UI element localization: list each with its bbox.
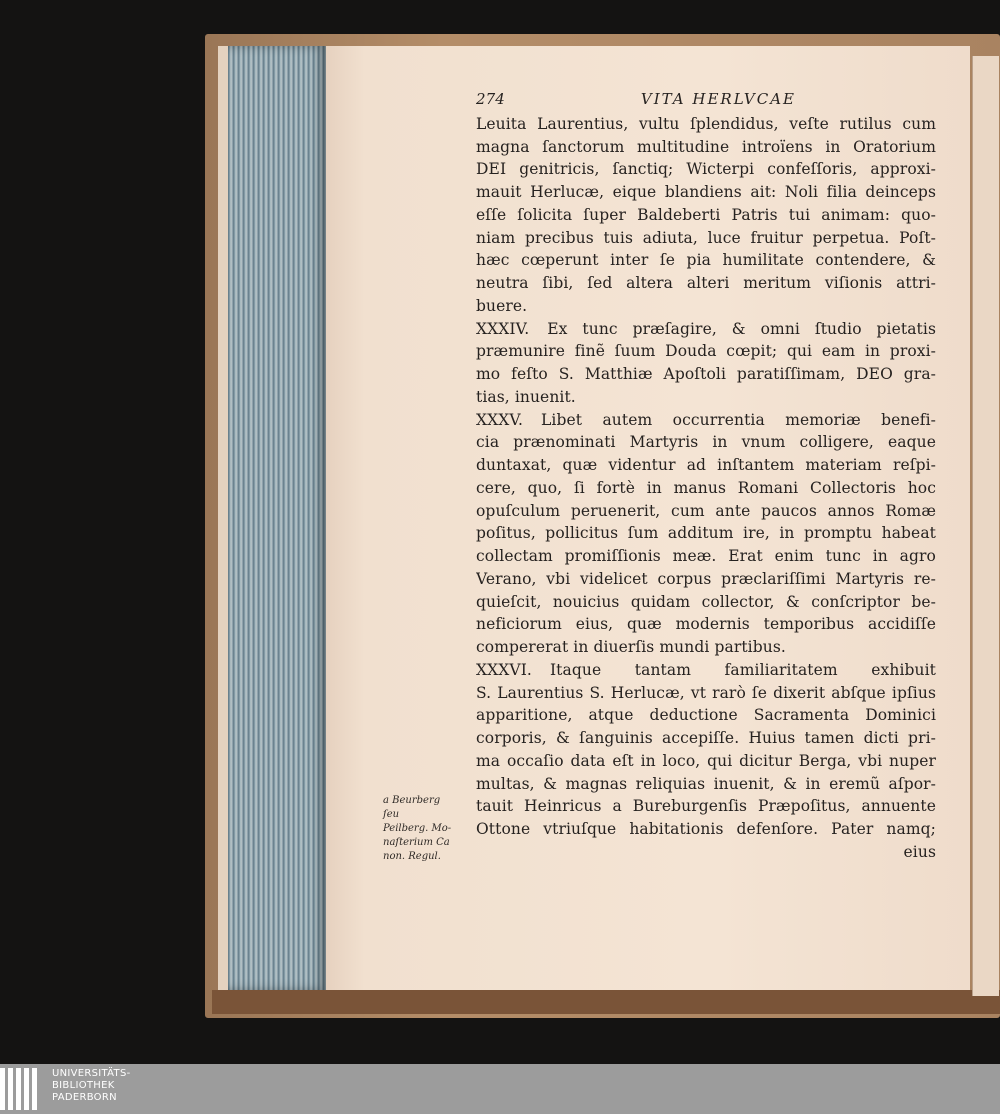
marginal-note-line: Peilberg. Mo- — [383, 823, 452, 834]
text-line: hæc cœperunt inter ſe pia humilitate contendere, & — [476, 251, 936, 270]
paragraph-heading — [476, 409, 936, 432]
text-line: Libet autem occurrentia memoriæ benefi- — [541, 410, 936, 429]
paragraph-number: XXXIV. — [476, 319, 530, 338]
text-line: compererat in diuerſis mundi partibus. — [476, 638, 786, 656]
text-line: poſitus, pollicitus ſum additum ire, in promptu habeat — [476, 524, 936, 543]
text-line: neficiorum eius, quæ modernis temporibus accidiſſe — [476, 615, 936, 634]
text-line: ma occaſio data eſt in loco, qui dicitur Berga, vbi nuper — [476, 751, 936, 770]
text-line: Ex tunc præſagire, & omni ſtudio pietatis — [547, 319, 936, 338]
paragraph-heading — [476, 318, 936, 341]
library-logo-text — [52, 1068, 131, 1104]
text-line: magna ſanctorum multitudine introïens in Oratorium — [476, 137, 936, 156]
paragraph-number: XXXV. — [476, 410, 524, 429]
text-line: opuſculum peruenerit, cum ante paucos annos Romæ — [476, 501, 936, 520]
running-header — [476, 88, 936, 111]
text-line: tias, inuenit. — [476, 387, 576, 406]
text-line: multas, & magnas reliquias inuenit, & in eremũ aſpor- — [476, 774, 936, 793]
text-line: Verano, vbi videlicet corpus præclariſſimi Martyris re- — [476, 569, 936, 588]
text-line: Ottone vtriuſque habitationis defenſore. Pater namq; — [476, 820, 936, 838]
logo-line: BIBLIOTHEK — [52, 1080, 115, 1091]
book-cover-edge — [212, 990, 1000, 1014]
page-text — [476, 88, 936, 864]
paragraph-number: XXXVI. — [476, 660, 532, 679]
catchword: eius — [903, 842, 936, 861]
text-line: Itaque tantam familiaritatem exhibuit — [549, 660, 936, 679]
running-title: VITA HERLVCAE — [640, 90, 796, 108]
text-line: eſſe ſolicita ſuper Baldeberti Patris tui animam: quo- — [476, 205, 936, 224]
text-line: duntaxat, quæ videntur ad inſtantem materiam reſpi- — [476, 456, 936, 474]
page-number: 274 — [476, 90, 505, 108]
text-line: mauit Herlucæ, eique blandiens ait: Noli filia deinceps — [476, 183, 936, 201]
marginal-note-line: naſterium Ca — [383, 837, 450, 848]
text-line: mo feſto S. Matthiæ Apoſtoli paratiſſimam, DEO gra- — [476, 365, 936, 383]
text-line: cia prænominati Martyris in vnum colligere, eaque — [476, 433, 936, 452]
text-line: collectam promiſſionis meæ. Erat enim tunc in agro — [476, 547, 936, 565]
marginal-note-line: a Beurberg ſeu — [383, 795, 441, 820]
text-line: DEI genitricis, ſanctiq; Wicterpi confeſſoris, approxi- — [476, 160, 936, 179]
text-line: quieſcit, nouicius quidam collector, & conſcriptor be- — [476, 592, 936, 611]
text-line: S. Laurentius S. Herlucæ, vt rarò ſe dixerit abſque ipſius — [476, 683, 936, 702]
library-logo-icon — [0, 1068, 37, 1110]
text-line: niam precibus tuis adiuta, luce fruitur perpetua. Poſt- — [476, 228, 936, 247]
text-line: apparitione, atque deductione Sacramenta Dominici — [476, 706, 936, 725]
text-line: buere. — [476, 296, 528, 315]
library-footer — [0, 1064, 1000, 1114]
text-line: cere, quo, ſi fortè in manus Romani Collectoris hoc — [476, 478, 936, 497]
text-line: Leuita Laurentius, vultu ſplendidus, veſte rutilus cum — [476, 114, 936, 133]
text-line: corporis, & ſanguinis accepiſſe. Huius tamen dicti pri- — [476, 729, 936, 747]
paragraph-heading — [476, 659, 936, 682]
marginal-note — [383, 794, 455, 864]
logo-line: UNIVERSITÄTS- — [52, 1068, 131, 1079]
marginal-note-line: non. Regul. — [383, 851, 441, 862]
next-page-edge — [972, 56, 999, 996]
text-line: præmunire finẽ ſuum Douda cœpit; qui eam in proxi- — [476, 342, 936, 361]
text-line: tauit Heinricus a Bureburgenſis Præpoſitus, annuente — [476, 797, 936, 816]
page-edges — [228, 46, 328, 990]
logo-line: PADERBORN — [52, 1092, 117, 1103]
text-line: neutra ſibi, ſed altera alteri meritum viſionis attri- — [476, 274, 936, 292]
